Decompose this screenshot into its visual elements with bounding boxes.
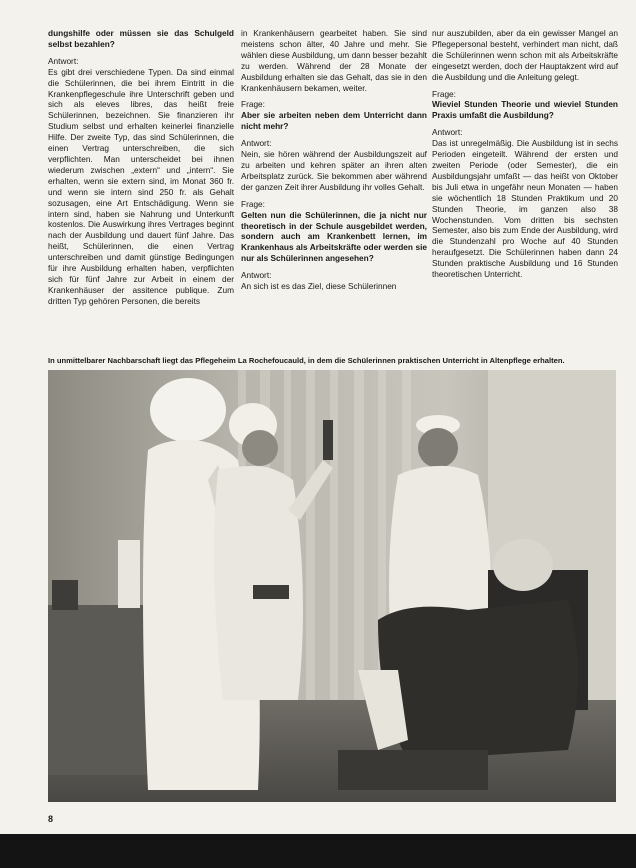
photograph [48, 370, 616, 802]
question-label: Frage: [241, 99, 265, 110]
page-number: 8 [48, 814, 54, 824]
photo-caption: In unmittelbarer Nachbarschaft liegt das Pflegeheim La Rochefoucauld, in dem die Schülerinnen praktischen Unterricht in Altenpflege erhalten. [48, 356, 565, 365]
answer-label: Antwort: [241, 270, 272, 281]
question-label: Frage: [432, 88, 456, 99]
text-column-2 [241, 28, 427, 298]
question-text: Gelten nun die Schülerinnen, die ja nicht nur theoretisch in der Schule ausgebildet werden, sondern auch am Krankenbett lernen, im Krankenhaus als Arbeitskräfte oder werden sie nur als Schülerinnen angesehen? [241, 209, 427, 264]
answer-label: Antwort: [241, 138, 272, 149]
answer-label: Antwort: [432, 127, 463, 138]
text-column-1 [48, 28, 234, 313]
question-text: Aber sie arbeiten neben dem Unterricht dann nicht mehr? [241, 110, 427, 132]
answer-text: Das ist unregelmäßig. Die Ausbildung ist in sechs Perioden eingeteilt. Während der ersten und zweiten Periode (oder Semester), die ein Ausbildungsjahr umfaßt — das heißt von Oktober bis Juli etwa in ungefähr neun Monaten — haben sie wöchentlich 18 Stunden Praktikum und 20 Stunden Theorie, im ganzen also 38 Wochenstunden. Vom dritten bis sechsten Semester, also bis zum Ende der Ausbildung, wird die Stundenzahl pro Woche auf 40 Stunden heraufgesetzt. Die Schülerinnen haben dann 24 Stunden praktische Ausbildung und 16 Stunden theoretischen Unterricht. [432, 138, 618, 280]
question-continued: dungshilfe oder müssen sie das Schulgeld selbst bezahlen? [48, 28, 234, 49]
question-label: Frage: [241, 198, 265, 209]
answer-text: Nein, sie hören während der Ausbildungszeit auf zu arbeiten und kehren später an ihren alten Arbeitsplatz zurück. Sie bekommen aber während der ganzen Zeit ihrer Ausbildung ihr volles Gehalt. [241, 149, 427, 192]
answer-text: An sich ist es das Ziel, diese Schülerinnen [241, 281, 397, 292]
answer-label: Antwort: [48, 55, 79, 66]
answer-text-continued: in Krankenhäusern gearbeitet haben. Sie sind meistens schon älter, 40 Jahre und mehr. Sie wählen diese Ausbildung, um dann besser bezahlt zu werden. Während der 28 Monate der Ausbildung erhalten sie das Gehalt, das sie in den Krankenhäusern bekamen, weiter. [241, 28, 427, 93]
question-text: Wieviel Stunden Theorie und wieviel Stunden Praxis umfaßt die Ausbildung? [432, 99, 618, 121]
text-column-3 [432, 28, 618, 286]
answer-text-continued: nur auszubilden, aber da ein gewisser Mangel an Pflegepersonal besteht, verhindert man nicht, daß die Schülerinnen wenn schon mit als Arbeitskräfte eingesetzt werden, doch der Hauptakzent wird auf die Ausbildung und die Anleitung gelegt. [432, 28, 618, 82]
photo-illustration [48, 370, 616, 802]
answer-text: Es gibt drei verschiedene Typen. Da sind einmal die Schülerinnen, die bei ihrem Eintritt in die Krankenpflegeschule ihre Unterschrift geben und sich als eleves libres, das heißt freie Schülerinnen, bezeichnen. Sie finanzieren ihr Studium selbst und erhalten keinerlei finanzielle Hilfe. Der zweite Typ, das sind Schülerinnen, die einen Vertrag unterschreiben, die sich verpflichten. Man unterscheidet bei ihnen wiederum zwischen „extern“ und „intern“. Sie erhalten, wenn sie extern sind, im Monat 360 fr. und wenn sie intern sind 250 fr. als Gehalt sozusagen, eine Art Entschädigung. Wenn sie intern sind, haben sie Nahrung und Unterkunft kostenlos. Die Auswirkung ihres Vertrages beginnt nach der Ausbildung und dauert fünf Jahre. Das heißt, Schülerinnen, die einen Vertrag unterschreiben und damit günstige Bedingungen für ihre Ausbildung erhalten haben, verpflichten sich für fünf Jahre zur Arbeit in einem der Krankenhäuser der assitence publique. Zum dritten Typ gehören Personen, die bereits [48, 66, 234, 306]
scan-edge [0, 834, 636, 868]
